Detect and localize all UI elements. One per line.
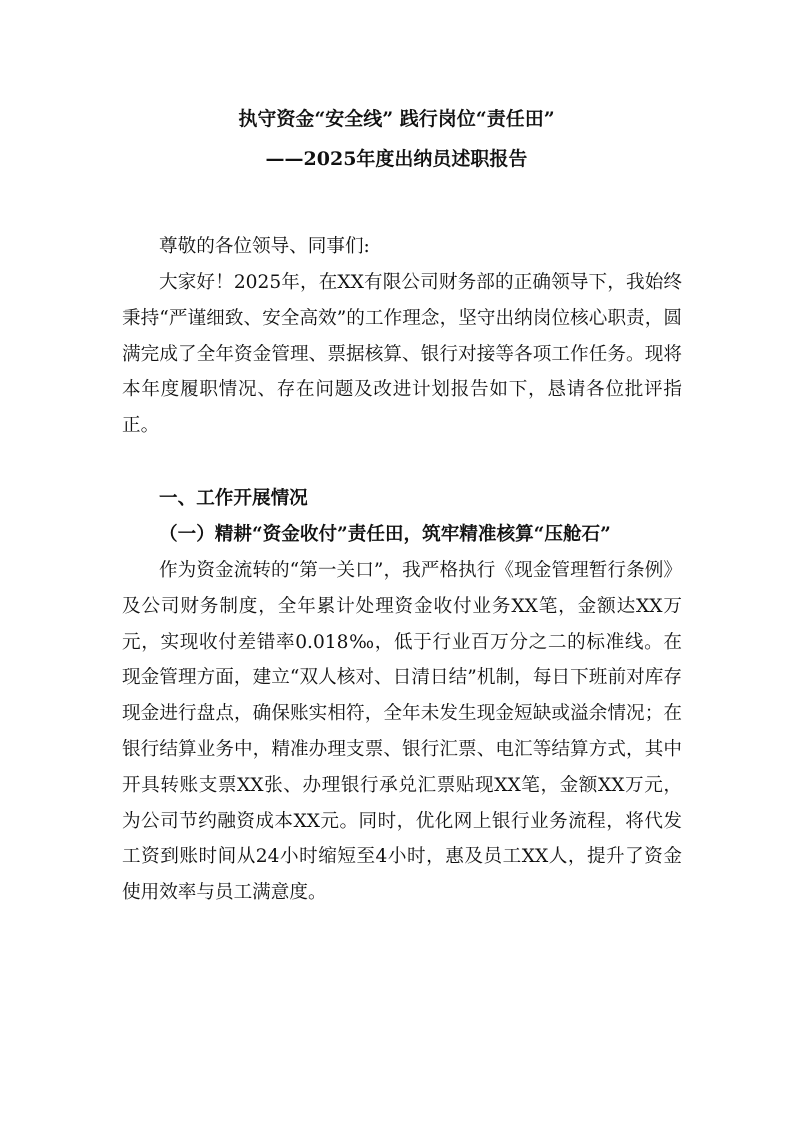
report-title: 执守资金“安全线” 践行岗位“责任田” [238,108,555,130]
subsection1-heading: （一）精耕“资金收付”责任田，筑牢精准核算“压舱石” [159,524,611,545]
section1-heading: 一、工作开展情况 [159,488,308,509]
subsection-heading [122,517,682,553]
subsection1-body: 作为资金流转的“第一关口”，我严格执行《现金管理暂行条例》及公司财务制度，全年累计处理资金收付业务XX笔，金额达XX万元，实现收付差错率0.018‰，低于行业百万分之二的标准线。在现金管理方面，建立“双人核对、日清日结”机制，每日下班前对库存现金进行盘点，确保账实相符，全年未发生现金短缺或溢余情况；在银行结算业务中，精准办理支票、银行汇票、电汇等结算方式，其中开具转账支票XX张、办理银行承兑汇票贴现XX笔，金额XX万元，为公司节约融资成本XX元。同时，优化网上银行业务流程，将代发工资到账时间从24小时缩短至4小时，惠及员工XX人，提升了资金使用效率与员工满意度。 [122,560,682,904]
subsection-paragraph [122,553,682,911]
greeting-paragraph [122,229,682,265]
greeting-text: 尊敬的各位领导、同事们: [159,236,370,257]
intro-text: 大家好！2025年，在XX有限公司财务部的正确领导下，我始终秉持“严谨细致、安全高效”的工作理念，坚守出纳岗位核心职责，圆满完成了全年资金管理、票据核算、银行对接等各项工作任务。现将本年度履职情况、存在问题及改进计划报告如下，恳请各位批评指正。 [122,272,682,437]
section-heading [122,481,682,517]
intro-paragraph [122,265,682,444]
report-subtitle: ——2025年度出纳员述职报告 [265,148,528,170]
